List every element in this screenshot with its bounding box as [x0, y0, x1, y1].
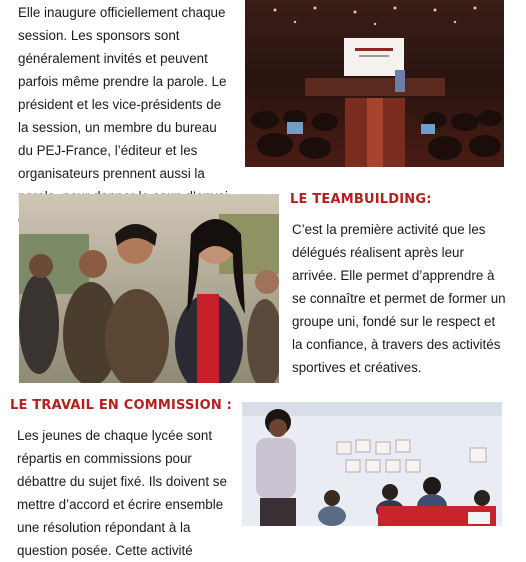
teambuilding-text: C’est la première activité que les délégués réalisent après leur arrivée. Elle permet d’apprendre à se connaître et permet de former un groupe uni, fondé sur le respect et la confiance, à travers des activités sportives et créatives.: [292, 222, 506, 375]
teambuilding-heading: LE TEAMBUILDING:: [290, 192, 432, 207]
teambuilding-photo: [19, 194, 279, 383]
opening-ceremony-photo: [245, 0, 504, 167]
commission-photo: [242, 402, 502, 526]
opening-ceremony-text: Elle inaugure officiellement chaque session. Les sponsors sont généralement invités et peuvent parfois même prendre la parole. Le président et les vice-présidents de la session, un membre du bureau du PEJ-France, l’éditeur et les organisateurs prennent aussi la: [18, 5, 227, 181]
commission-text: Les jeunes de chaque lycée sont répartis en commissions pour débattre du sujet fixé. Ils doivent se mettre d’accord et écrire ensemble une résolution répondant à la question posée. Cette activité: [17, 428, 227, 558]
commission-heading: LE TRAVAIL EN COMMISSION :: [10, 398, 233, 413]
